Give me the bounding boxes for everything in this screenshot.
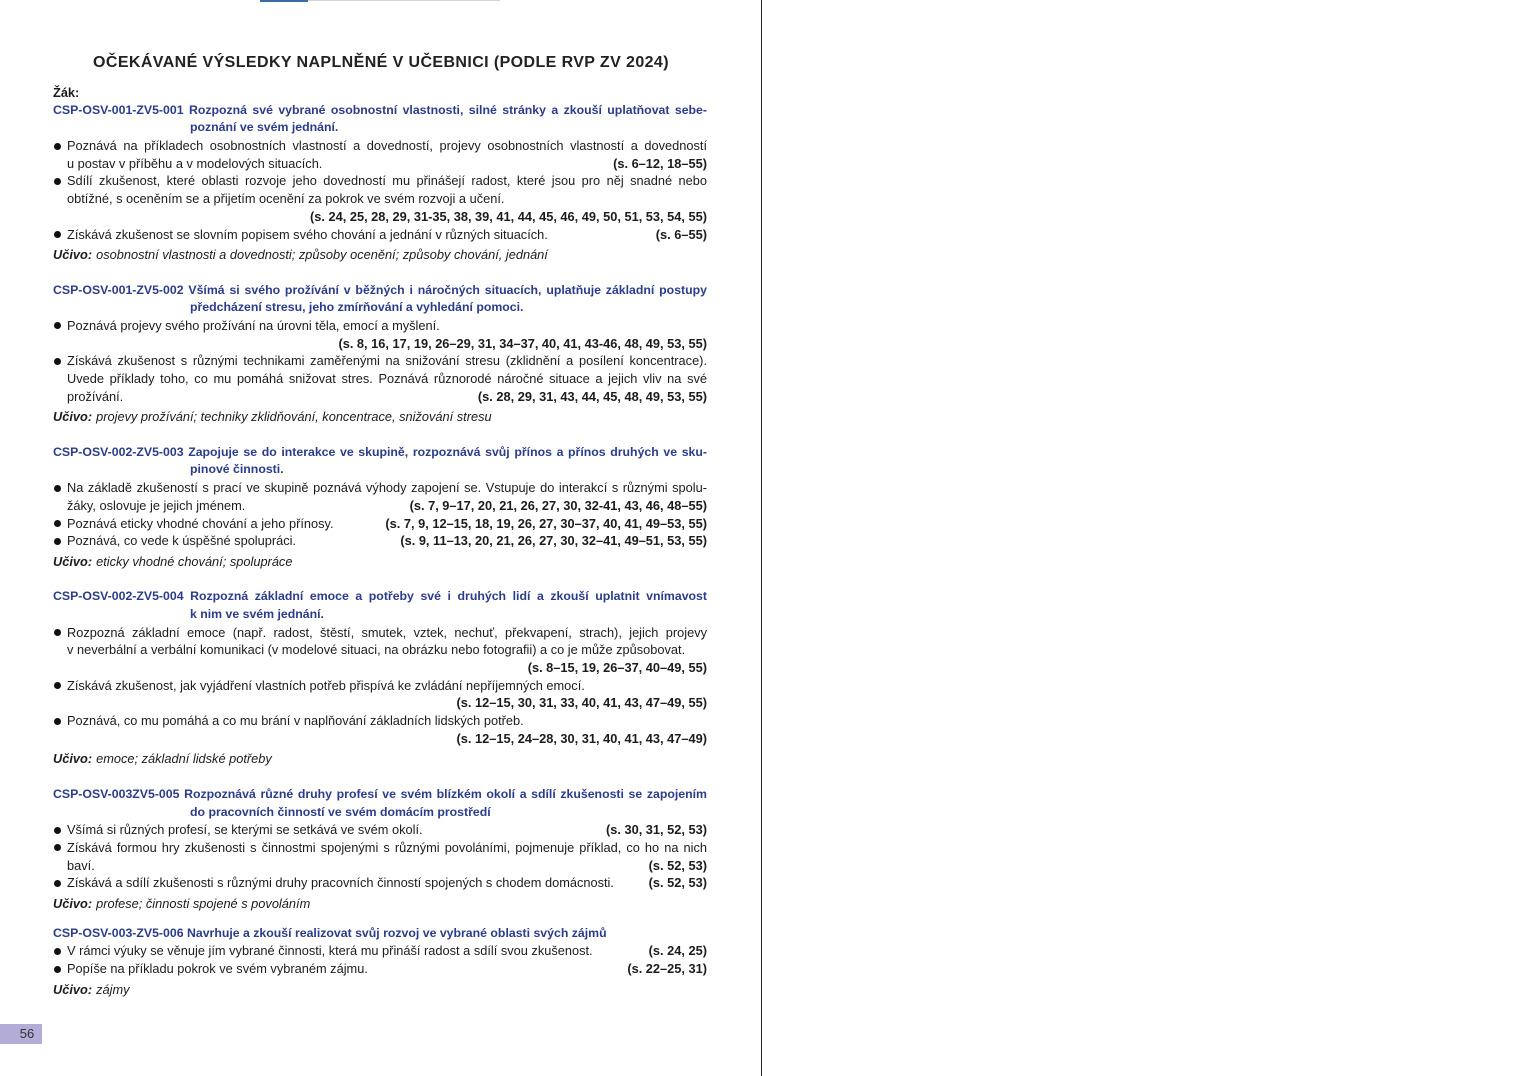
bullet-icon	[54, 948, 61, 955]
bullet-item	[53, 677, 707, 712]
outcome-heading-line	[53, 606, 707, 624]
outcome-heading-line	[53, 588, 707, 606]
bullet-text: Poznává, co mu pomáhá a co mu brání v naplňování základních lidských potřeb.	[67, 713, 524, 729]
page-title: OČEKÁVANÉ VÝSLEDKY NAPLNĚNÉ V UČEBNICI (PODLE RVP ZV 2024)	[93, 54, 669, 71]
bullet-icon	[54, 520, 61, 527]
curriculum-label: Učivo:	[53, 553, 93, 569]
bullet-icon	[54, 682, 61, 689]
bullet-item	[53, 624, 707, 677]
bullet-line	[67, 659, 707, 677]
outcome-heading-line	[53, 102, 707, 120]
outcome-code: CSP-OSV-001-ZV5-001	[53, 102, 184, 117]
bullet-icon	[54, 358, 61, 365]
blank-right-page	[762, 0, 1524, 1076]
outcome-code: CSP-OSV-003-ZV5-006	[53, 925, 184, 940]
bullet-line	[67, 712, 707, 730]
bullet-text: Na základě zkušeností s prací ve skupině poznává výhody zapojení se. Vstupuje do interakcí s různými spolu-	[67, 480, 707, 496]
bullet-line	[67, 370, 707, 388]
bullet-line	[67, 942, 707, 960]
outcome-section	[53, 102, 707, 264]
bullet-item	[53, 137, 707, 172]
page-reference: (s. 6–55)	[655, 226, 707, 242]
bullet-item	[53, 821, 707, 839]
outcome-section	[53, 588, 707, 768]
bullet-item	[53, 172, 707, 225]
outcome-title-text: Rozpozná své vybrané osobnostní vlastnosti, silné stránky a zkouší uplatňovat sebe-	[188, 102, 707, 117]
outcome-heading	[53, 282, 707, 317]
bullet-item	[53, 226, 707, 244]
outcome-title-text: poznání ve svém jednání.	[190, 120, 339, 135]
page-reference: (s. 7, 9–17, 20, 21, 26, 27, 30, 32-41, 43, 46, 48–55)	[409, 497, 707, 513]
bullet-item	[53, 352, 707, 405]
bullet-line	[67, 532, 707, 550]
bullet-item	[53, 712, 707, 747]
header-rule	[308, 0, 500, 1]
bullet-line	[67, 208, 707, 226]
header-accent-bar	[260, 0, 308, 2]
bullet-item	[53, 479, 707, 514]
outcome-heading-line	[53, 299, 707, 317]
curriculum-text: emoce; základní lidské potřeby	[96, 751, 272, 767]
bullet-line	[67, 839, 707, 857]
bullet-text: Poznává, co vede k úspěšné spolupráci.	[67, 533, 297, 549]
outcome-code: CSP-OSV-001-ZV5-002	[53, 282, 184, 297]
outcome-title-text: předcházení stresu, jeho zmírňování a vyhledání pomoci.	[190, 300, 524, 315]
outcome-title-text: pinové činnosti.	[190, 462, 284, 477]
bullet-text: Získává zkušenost se slovním popisem svého chování a jednání v různých situacích.	[67, 226, 548, 242]
curriculum-note	[53, 981, 707, 999]
outcome-heading-line	[53, 804, 707, 822]
curriculum-text: eticky vhodné chování; spolupráce	[96, 553, 293, 569]
bullet-icon	[54, 231, 61, 238]
bullet-icon	[54, 178, 61, 185]
page-reference: (s. 7, 9, 12–15, 18, 19, 26, 27, 30–37, 40, 41, 49–53, 55)	[385, 515, 707, 531]
bullet-icon	[54, 827, 61, 834]
bullet-line	[67, 515, 707, 533]
bullet-text: obtížné, s oceněním se a přijetím ocenění za pokrok ve svém rozvoji a učení.	[67, 191, 505, 207]
outcome-title-text: k nim ve svém jednání.	[190, 606, 324, 621]
bullet-line	[67, 479, 707, 497]
bullet-item	[53, 942, 707, 960]
outcome-heading-line	[53, 925, 707, 943]
bullet-text: Poznává projevy svého prožívání na úrovni těla, emocí a myšlení.	[67, 317, 440, 333]
curriculum-note	[53, 553, 707, 571]
outcome-heading	[53, 925, 707, 943]
outcome-heading	[53, 588, 707, 623]
bullet-line	[67, 857, 707, 875]
outcome-heading	[53, 786, 707, 821]
outcome-heading	[53, 102, 707, 137]
page-reference: (s. 8, 16, 17, 19, 26–29, 31, 34–37, 40, 41, 43-46, 48, 49, 53, 55)	[338, 335, 707, 351]
outcomes-list	[53, 102, 707, 999]
bullet-line	[67, 624, 707, 642]
curriculum-text: projevy prožívání; techniky zklidňování, koncentrace, snižování stresu	[96, 409, 492, 425]
bullet-icon	[54, 322, 61, 329]
outcome-title-text: Rozpoznává různé druhy profesí ve svém blízkém okolí a sdílí zkušenosti se zapojením	[184, 786, 707, 801]
bullet-text: Získává a sdílí zkušenosti s různými druhy pracovních činností spojených s chodem domácnosti.	[67, 875, 614, 891]
bullet-text: baví.	[67, 857, 95, 873]
bullet-icon	[54, 143, 61, 150]
bullet-text: Sdílí zkušenost, které oblasti rozvoje jeho dovedností mu přinášejí radost, které jsou pro něj snadné nebo	[67, 173, 707, 189]
intro-label: Žák:	[53, 85, 80, 100]
bullet-line	[67, 190, 707, 208]
bullet-icon	[54, 718, 61, 725]
curriculum-label: Učivo:	[53, 409, 93, 425]
curriculum-note	[53, 895, 707, 913]
curriculum-note	[53, 750, 707, 768]
outcome-section	[53, 925, 707, 999]
outcome-title-text: Všímá si svého prožívání v běžných i náročných situacích, uplatňuje základní postupy	[188, 282, 707, 297]
bullet-line	[67, 317, 707, 335]
bullet-line	[67, 821, 707, 839]
outcome-code: CSP-OSV-003ZV5-005	[53, 786, 180, 801]
bullet-text: Získává zkušenost s různými technikami zaměřenými na snižování stresu (zklidnění a posílení koncentrace).	[67, 353, 707, 369]
bullet-line	[67, 874, 707, 892]
bullet-icon	[54, 880, 61, 887]
curriculum-label: Učivo:	[53, 895, 93, 911]
bullet-line	[67, 226, 707, 244]
page-reference: (s. 12–15, 24–28, 30, 31, 40, 41, 43, 47–49)	[456, 730, 707, 746]
bullet-text: v neverbální a verbální komunikaci (v modelové situaci, na obrázku nebo fotografii) a co je může způsobovat.	[67, 642, 686, 658]
bullet-text: Poznává eticky vhodné chování a jeho přínosy.	[67, 515, 334, 531]
page-reference: (s. 52, 53)	[648, 875, 707, 891]
page-reference: (s. 30, 31, 52, 53)	[605, 822, 707, 838]
bullet-text: Poznává na příkladech osobnostních vlastností a dovedností, projevy osobnostních vlastností a dovedností	[67, 138, 707, 154]
bullet-line	[67, 352, 707, 370]
page-body	[53, 84, 707, 998]
bullet-icon	[54, 538, 61, 545]
curriculum-label: Učivo:	[53, 751, 93, 767]
bullet-line	[67, 960, 707, 978]
outcome-section	[53, 282, 707, 427]
curriculum-label: Učivo:	[53, 981, 93, 997]
page-reference: (s. 28, 29, 31, 43, 44, 45, 48, 49, 53, 55)	[477, 388, 707, 404]
outcome-section	[53, 786, 707, 913]
page-reference: (s. 12–15, 30, 31, 33, 40, 41, 43, 47–49, 55)	[456, 695, 707, 711]
bullet-text: Uvede příklady toho, co mu pomáhá snižovat stres. Poznává různorodé náročné situace a jejich vliv na své	[67, 371, 707, 386]
bullet-item	[53, 317, 707, 352]
curriculum-label: Učivo:	[53, 247, 93, 263]
bullet-item	[53, 960, 707, 978]
bullet-text: prožívání.	[67, 388, 124, 404]
outcome-title-text: Navrhuje a zkouší realizovat svůj rozvoj ve vybrané oblasti svých zájmů	[186, 925, 607, 940]
curriculum-text: osobnostní vlastnosti a dovednosti; způsoby ocenění; způsoby chování, jednání	[96, 247, 548, 263]
bullet-text: Rozpozná základní emoce (např. radost, štěstí, smutek, vztek, nechuť, překvapení, strach), jejich projevy	[67, 624, 707, 640]
bullet-item	[53, 515, 707, 533]
bullet-text: u postav v příběhu a v modelových situacích.	[67, 155, 323, 171]
page-reference: (s. 24, 25, 28, 29, 31-35, 38, 39, 41, 44, 45, 46, 49, 50, 51, 53, 54, 55)	[310, 208, 707, 224]
page-reference: (s. 52, 53)	[648, 857, 707, 873]
bullet-item	[53, 532, 707, 550]
outcome-title-text: Rozpozná základní emoce a potřeby své i druhých lidí a zkouší uplatnit vnímavost	[190, 589, 707, 604]
outcome-code: CSP-OSV-002-ZV5-003	[53, 444, 184, 459]
curriculum-note	[53, 246, 707, 264]
bullet-icon	[54, 629, 61, 636]
bullet-line	[67, 641, 707, 659]
bullet-line	[67, 497, 707, 515]
outcome-title-text: Zapojuje se do interakce ve skupině, rozpoznává svůj přínos a přínos druhých ve sku-	[188, 444, 707, 459]
page-number: 56	[0, 1024, 42, 1044]
curriculum-text: zájmy	[96, 981, 130, 997]
outcome-title-text: do pracovních činností ve svém domácím prostředí	[190, 804, 491, 819]
bullet-line	[67, 694, 707, 712]
bullet-line	[67, 730, 707, 748]
bullet-line	[67, 388, 707, 406]
bullet-item	[53, 839, 707, 874]
outcome-heading-line	[53, 444, 707, 462]
outcome-code: CSP-OSV-002-ZV5-004	[53, 589, 184, 604]
bullet-line	[67, 172, 707, 190]
page-reference: (s. 8–15, 19, 26–37, 40–49, 55)	[527, 660, 707, 675]
outcome-heading-line	[53, 786, 707, 804]
bullet-line	[67, 155, 707, 173]
page-reference: (s. 6–12, 18–55)	[613, 155, 707, 171]
bullet-text: Všímá si různých profesí, se kterými se setkává ve svém okolí.	[67, 822, 423, 838]
outcome-heading	[53, 444, 707, 479]
bullet-icon	[54, 844, 61, 851]
outcome-heading-line	[53, 282, 707, 300]
bullet-text: žáky, oslovuje je jejich jménem.	[67, 497, 246, 513]
outcome-heading-line	[53, 461, 707, 479]
outcome-heading-line	[53, 119, 707, 137]
bullet-item	[53, 874, 707, 892]
bullet-icon	[54, 966, 61, 973]
page-reference: (s. 24, 25)	[648, 943, 707, 959]
curriculum-text: profese; činnosti spojené s povoláním	[96, 895, 311, 911]
bullet-text: Získává zkušenost, jak vyjádření vlastních potřeb přispívá ke zvládání nepříjemných emocí.	[67, 677, 585, 693]
bullet-text: V rámci výuky se věnuje jím vybrané činnosti, která mu přináší radost a sdílí svou zkušenost.	[67, 943, 593, 959]
bullet-line	[67, 137, 707, 155]
bullet-line	[67, 335, 707, 353]
page-reference: (s. 22–25, 31)	[627, 961, 707, 976]
outcome-section	[53, 444, 707, 571]
bullet-text: Získává formou hry zkušenosti s činnostmi spojenými s různými povoláními, pojmenuje příklad, co ho na nich	[67, 839, 707, 855]
bullet-line	[67, 677, 707, 695]
bullet-text: Popíše na příkladu pokrok ve svém vybraném zájmu.	[67, 961, 368, 976]
curriculum-note	[53, 408, 707, 426]
page-reference: (s. 9, 11–13, 20, 21, 26, 27, 30, 32–41, 49–51, 53, 55)	[400, 533, 707, 549]
bullet-icon	[54, 485, 61, 492]
